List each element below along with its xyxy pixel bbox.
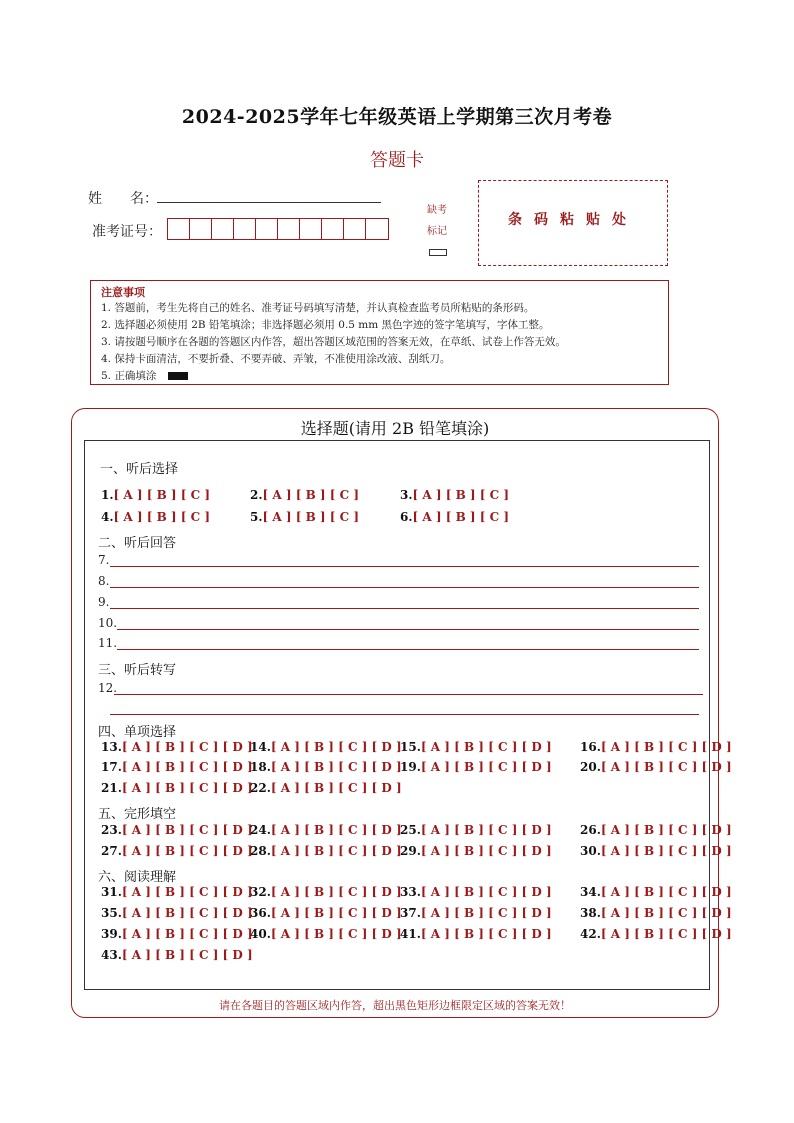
id-digit-box[interactable] [256, 219, 278, 239]
question-13[interactable]: 13.[ A ] [ B ] [ C ] [ D ] [101, 740, 253, 754]
question-35[interactable]: 35.[ A ] [ B ] [ C ] [ D ] [101, 906, 253, 920]
question-27[interactable]: 27.[ A ] [ B ] [ C ] [ D ] [101, 844, 253, 858]
question-42[interactable]: 42.[ A ] [ B ] [ C ] [ D ] [580, 927, 732, 941]
part2-heading: 二、听后回答 [98, 536, 177, 551]
footer-warning: 请在各题目的答题区域内作答，超出黑色矩形边框限定区域的答案无效！ [219, 999, 571, 1012]
answer-line-12a[interactable] [114, 694, 703, 695]
question-12-number: 12. [98, 681, 118, 695]
question-21[interactable]: 21.[ A ] [ B ] [ C ] [ D ] [101, 781, 253, 795]
page-title: 2024-2025学年七年级英语上学期第三次月考卷 [181, 106, 613, 128]
absent-mark-box[interactable] [429, 249, 447, 256]
answer-line-8[interactable] [110, 587, 699, 588]
id-digit-box[interactable] [234, 219, 256, 239]
question-16[interactable]: 16.[ A ] [ B ] [ C ] [ D ] [580, 740, 732, 754]
question-34[interactable]: 34.[ A ] [ B ] [ C ] [ D ] [580, 885, 732, 899]
question-1[interactable]: 1.[ A ] [ B ] [ C ] [101, 488, 211, 502]
question-25[interactable]: 25.[ A ] [ B ] [ C ] [ D ] [400, 823, 552, 837]
question-31[interactable]: 31.[ A ] [ B ] [ C ] [ D ] [101, 885, 253, 899]
id-digit-box[interactable] [300, 219, 322, 239]
question-39[interactable]: 39.[ A ] [ B ] [ C ] [ D ] [101, 927, 253, 941]
id-digit-box[interactable] [366, 219, 388, 239]
absent-label-1: 缺考 [427, 205, 447, 216]
id-digit-box[interactable] [168, 219, 190, 239]
question-23[interactable]: 23.[ A ] [ B ] [ C ] [ D ] [101, 823, 253, 837]
question-32[interactable]: 32.[ A ] [ B ] [ C ] [ D ] [250, 885, 402, 899]
question-14[interactable]: 14.[ A ] [ B ] [ C ] [ D ] [250, 740, 402, 754]
notice-box [90, 280, 669, 385]
notice-heading: 注意事项 [101, 286, 145, 299]
question-20[interactable]: 20.[ A ] [ B ] [ C ] [ D ] [580, 760, 732, 774]
id-digit-box[interactable] [322, 219, 344, 239]
notice-item: 2. 选择题必须使用 2B 铅笔填涂；非选择题必须用 0.5 mm 黑色字迹的签字笔填写，字体工整。 [101, 319, 550, 331]
question-17[interactable]: 17.[ A ] [ B ] [ C ] [ D ] [101, 760, 253, 774]
notice-item-5 [101, 368, 658, 385]
question-30[interactable]: 30.[ A ] [ B ] [ C ] [ D ] [580, 844, 732, 858]
question-3[interactable]: 3.[ A ] [ B ] [ C ] [400, 488, 510, 502]
answer-line-11[interactable] [117, 649, 699, 650]
question-18[interactable]: 18.[ A ] [ B ] [ C ] [ D ] [250, 760, 402, 774]
question-37[interactable]: 37.[ A ] [ B ] [ C ] [ D ] [400, 906, 552, 920]
notice-item: 4. 保持卡面清洁，不要折叠、不要弄破、弄皱，不准使用涂改液、刮纸刀。 [101, 353, 451, 365]
barcode-label: 条码粘贴处 [508, 212, 638, 228]
id-digit-box[interactable] [278, 219, 300, 239]
id-label: 准考证号： [92, 224, 162, 240]
name-field[interactable] [157, 202, 381, 203]
question-36[interactable]: 36.[ A ] [ B ] [ C ] [ D ] [250, 906, 402, 920]
question-11-number: 11. [98, 636, 118, 650]
notice-item: 3. 请按题号顺序在各题的答题区内作答，超出答题区域范围的答案无效，在草纸、试卷上作答无效。 [101, 336, 566, 348]
absent-label-2: 标记 [427, 226, 447, 237]
question-4[interactable]: 4.[ A ] [ B ] [ C ] [101, 510, 211, 524]
question-41[interactable]: 41.[ A ] [ B ] [ C ] [ D ] [400, 927, 552, 941]
question-26[interactable]: 26.[ A ] [ B ] [ C ] [ D ] [580, 823, 732, 837]
part5-heading: 五、完形填空 [98, 807, 177, 822]
part3-heading: 三、听后转写 [98, 663, 177, 678]
question-28[interactable]: 28.[ A ] [ B ] [ C ] [ D ] [250, 844, 402, 858]
question-38[interactable]: 38.[ A ] [ B ] [ C ] [ D ] [580, 906, 732, 920]
answer-line-9[interactable] [110, 608, 699, 609]
id-number-boxes[interactable] [167, 218, 389, 240]
question-5[interactable]: 5.[ A ] [ B ] [ C ] [250, 510, 360, 524]
part6-heading: 六、阅读理解 [98, 870, 177, 885]
notice-item: 1. 答题前，考生先将自己的姓名、准考证号码填写清楚，并认真检查监考员所粘贴的条形码。 [101, 302, 535, 314]
question-2[interactable]: 2.[ A ] [ B ] [ C ] [250, 488, 360, 502]
notice-item: 5. 正确填涂 [101, 370, 157, 382]
question-15[interactable]: 15.[ A ] [ B ] [ C ] [ D ] [400, 740, 552, 754]
part1-heading: 一、听后选择 [100, 462, 179, 477]
question-9-number: 9. [98, 595, 110, 609]
id-digit-box[interactable] [212, 219, 234, 239]
answer-line-10[interactable] [117, 629, 699, 630]
page-subtitle: 答题卡 [370, 150, 424, 171]
answer-line-12b[interactable] [110, 714, 699, 715]
question-24[interactable]: 24.[ A ] [ B ] [ C ] [ D ] [250, 823, 402, 837]
id-digit-box[interactable] [344, 219, 366, 239]
question-7-number: 7. [98, 553, 110, 567]
fill-sample-mark [168, 372, 188, 380]
question-22[interactable]: 22.[ A ] [ B ] [ C ] [ D ] [250, 781, 402, 795]
question-19[interactable]: 19.[ A ] [ B ] [ C ] [ D ] [400, 760, 552, 774]
question-33[interactable]: 33.[ A ] [ B ] [ C ] [ D ] [400, 885, 552, 899]
question-6[interactable]: 6.[ A ] [ B ] [ C ] [400, 510, 510, 524]
id-digit-box[interactable] [190, 219, 212, 239]
name-label: 姓 名： [88, 191, 158, 207]
part4-heading: 四、单项选择 [98, 725, 177, 740]
question-43[interactable]: 43.[ A ] [ B ] [ C ] [ D ] [101, 948, 253, 962]
section-title: 选择题(请用 2B 铅笔填涂) [300, 419, 490, 438]
question-10-number: 10. [98, 616, 118, 630]
question-29[interactable]: 29.[ A ] [ B ] [ C ] [ D ] [400, 844, 552, 858]
barcode-area [478, 180, 668, 266]
question-8-number: 8. [98, 574, 110, 588]
answer-line-7[interactable] [110, 566, 699, 567]
question-40[interactable]: 40.[ A ] [ B ] [ C ] [ D ] [250, 927, 402, 941]
